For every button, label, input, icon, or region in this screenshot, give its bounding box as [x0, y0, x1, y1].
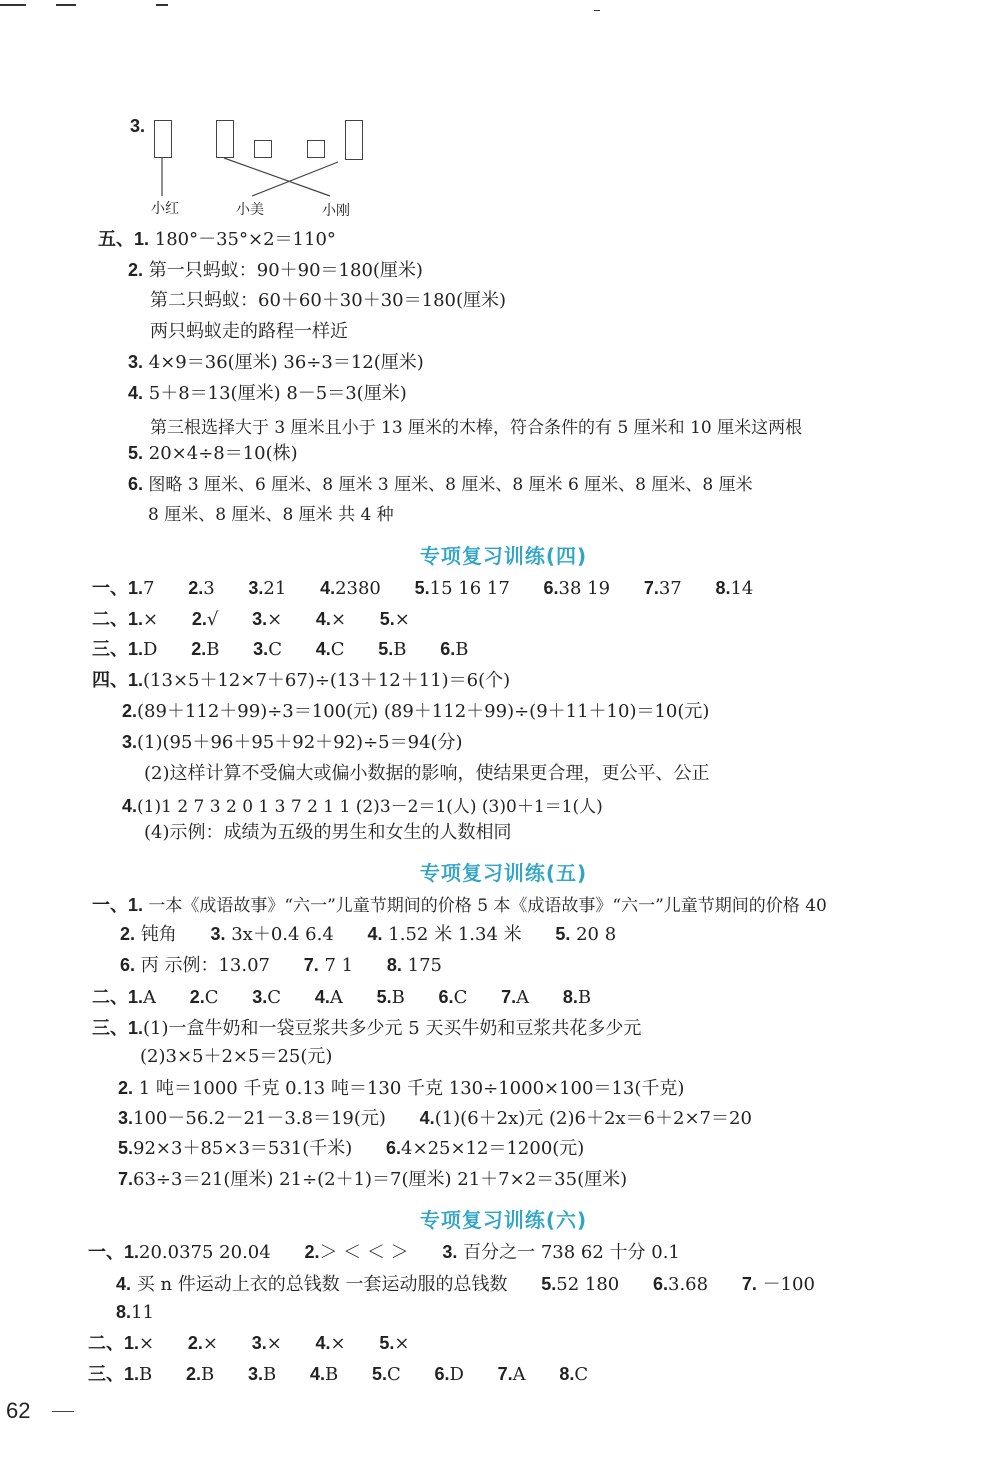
section-title: 专项复习训练(六)	[419, 1208, 588, 1232]
label-xiaomei: 小美	[236, 202, 264, 218]
answer-row: 3.(1)(95＋96＋95＋92＋92)÷5＝94(分)	[122, 732, 463, 753]
answer-row: 二、1.A 2.C 3.C 4.A 5.B 6.C 7.A 8.B	[92, 987, 592, 1008]
answer-row: 三、1.(1)一盒牛奶和一袋豆浆共多少元 5 天买牛奶和豆浆共花多少元	[92, 1018, 642, 1039]
answer-row: (2)这样计算不受偏大或偏小数据的影响，使结果更合理，更公平、公正	[144, 763, 710, 784]
answer-row: 7.63÷3＝21(厘米) 21÷(2＋1)＝7(厘米) 21＋7×2＝35(厘米)	[118, 1169, 628, 1190]
answer-row: 2. 钝角 3. 3x＋0.4 6.4 4. 1.52 米 1.34 米 5. 20 8	[120, 924, 617, 945]
answer-line: 第三根选择大于 3 厘米且小于 13 厘米的木棒，符合条件的有 5 厘米和 10 厘米这两根	[150, 418, 803, 438]
label-xiaogang: 小刚	[322, 203, 350, 219]
section-title: 专项复习训练(五)	[419, 861, 588, 885]
answer-line: 8 厘米、8 厘米、8 厘米 共 4 种	[148, 505, 394, 525]
answer-row: 2.(89＋112＋99)÷3＝100(元) (89＋112＋99)÷(9＋11＋10)＝10(元)	[122, 701, 710, 722]
answer-row: 4. 买 n 件运动上衣的总钱数 一套运动服的总钱数 5.52 180 6.3.68 7. －100	[116, 1274, 815, 1295]
answer-row: (2)3×5＋2×5＝25(元)	[140, 1046, 333, 1067]
answer-line: 3. 4×9＝36(厘米) 36÷3＝12(厘米)	[128, 352, 424, 373]
answer-row: 6. 丙 示例：13.07 7. 7 1 8. 175	[120, 955, 442, 976]
answer-row: 二、1.× 2.× 3.× 4.× 5.×	[88, 1333, 410, 1354]
answer-row: (4)示例：成绩为五级的男生和女生的人数相同	[144, 822, 512, 843]
connector-lines	[0, 0, 400, 220]
q3-number: 3.	[130, 116, 146, 136]
answer-row: 3.100－56.2－21－3.8＝19(元) 4.(1)(6＋2x)元 (2)6＋2x＝6＋2×7＝20	[118, 1108, 752, 1129]
answer-row: 8.11	[116, 1302, 154, 1323]
answer-row: 5.92×3＋85×3＝531(千米) 6.4×25×12＝1200(元)	[118, 1138, 585, 1159]
answer-row: 一、1.7 2.3 3.21 4.2380 5.15 16 17 6.38 19 7.37 8.14	[92, 578, 754, 599]
page-number: 62	[6, 1398, 31, 1423]
answer-row: 一、1.20.0375 20.04 2.＞ ＜ ＜ ＞ 3. 百分之一 738 62 十分 0.1	[88, 1242, 680, 1263]
label-xiaohong: 小红	[151, 201, 179, 217]
answer-row: 二、1.× 2.√ 3.× 4.× 5.×	[92, 609, 410, 630]
top-mark	[594, 10, 600, 11]
answer-line: 2. 第一只蚂蚁：90＋90＝180(厘米)	[128, 260, 423, 281]
answer-line: 6. 图略 3 厘米、6 厘米、8 厘米 3 厘米、8 厘米、8 厘米 6 厘米、8 厘米、8 厘米	[128, 474, 753, 495]
page-number-rule	[52, 1411, 74, 1412]
answer-line: 第二只蚂蚁：60＋60＋30＋30＝180(厘米)	[150, 290, 507, 311]
answer-line: 两只蚂蚁走的路程一样近	[150, 321, 348, 342]
answer-line: 五、1. 180°－35°×2＝110°	[98, 229, 336, 250]
answer-line: 4. 5＋8＝13(厘米) 8－5＝3(厘米)	[128, 383, 407, 404]
section-title: 专项复习训练(四)	[419, 544, 588, 568]
answer-row: 一、1. 一本《成语故事》“六一”儿童节期间的价格 5 本《成语故事》“六一”儿童节期间的价格 40	[92, 895, 827, 916]
answer-row: 四、1.(13×5＋12×7＋67)÷(13＋12＋11)＝6(个)	[92, 670, 511, 691]
answer-row: 三、1.D 2.B 3.C 4.C 5.B 6.B	[92, 639, 469, 660]
answer-row: 4.(1)1 2 7 3 2 0 1 3 7 2 1 1 (2)3－2＝1(人) (3)0＋1＝1(人)	[122, 796, 603, 817]
answer-line: 5. 20×4÷8＝10(株)	[128, 443, 298, 464]
answer-row: 三、1.B 2.B 3.B 4.B 5.C 6.D 7.A 8.C	[88, 1364, 589, 1385]
answer-row: 2. 1 吨＝1000 千克 0.13 吨＝130 千克 130÷1000×100＝13(千克)	[118, 1078, 685, 1099]
